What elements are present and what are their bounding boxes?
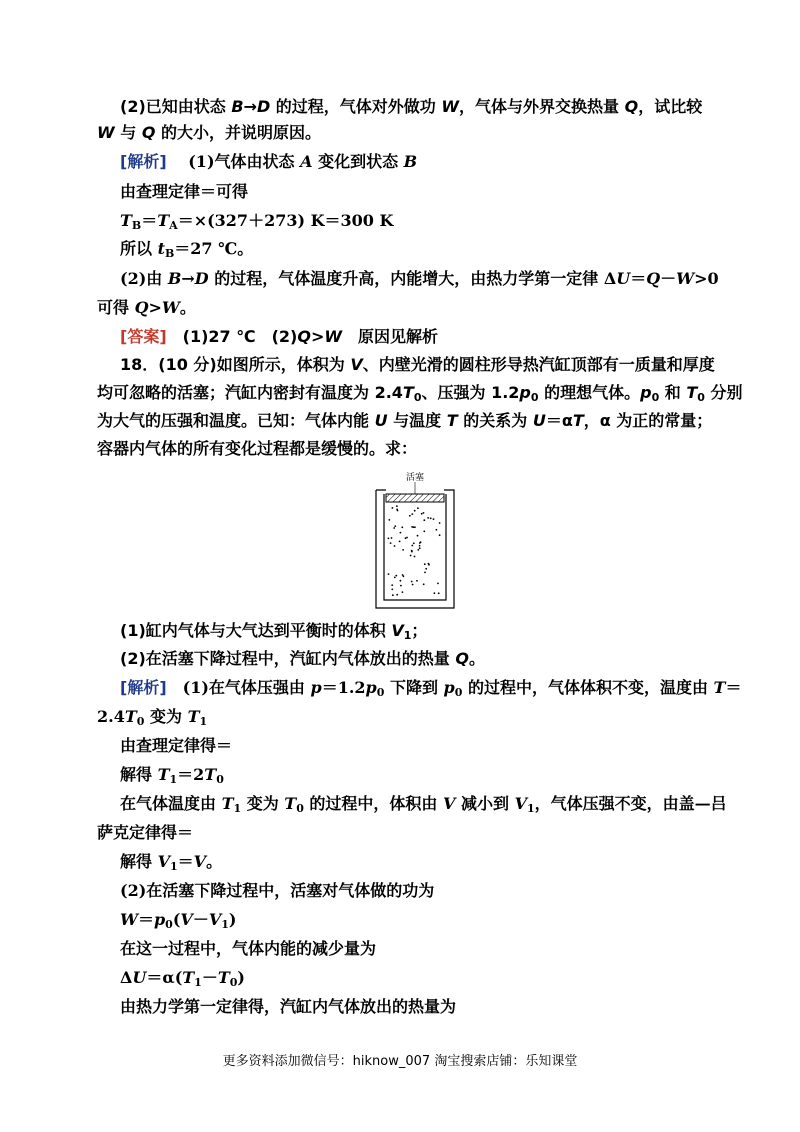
- question-2-line-1: (2)已知由状态 B→D 的过程，气体对外做功 W，气体与外界交换热量 Q，试比较: [120, 97, 703, 116]
- gas-molecule-dot: [416, 580, 418, 582]
- cylinder-outer-wall: [376, 490, 454, 608]
- piston: [386, 494, 444, 502]
- solution-18-line-4: 解得 $T_1=2T_0$: [120, 765, 224, 786]
- gas-molecule-dot: [411, 513, 413, 515]
- solution-prev-line-4: 所以 $t_B=27$ ℃。: [120, 239, 254, 260]
- gas-molecule-dot: [399, 541, 401, 543]
- gas-molecule-dot: [405, 537, 407, 539]
- solution-18-line-5: 在气体温度由 $T_1$ 变为 $T_0$ 的过程中，体积由 V 减小到 $V_1$，气体压强不变，由盖—吕: [120, 794, 727, 815]
- gas-molecule-dot: [427, 517, 429, 519]
- solution-prev-line-1: [解析] (1)气体由状态 A 变化到状态 B: [120, 152, 418, 171]
- solution-18-line-7: 解得 $V_1=V$。: [120, 852, 223, 873]
- gas-molecule-dot: [401, 526, 403, 528]
- gas-molecule-dot: [400, 532, 402, 534]
- gas-molecule-dot: [436, 529, 438, 531]
- gas-molecule-dot: [400, 585, 402, 587]
- gas-molecule-dot: [388, 573, 390, 575]
- gas-molecule-dot: [424, 572, 426, 574]
- piston-label: 活塞: [405, 473, 425, 483]
- gas-molecules: [388, 505, 441, 596]
- gas-molecule-dot: [420, 541, 422, 543]
- gas-molecule-dot: [423, 512, 425, 514]
- gas-molecule-dot: [430, 517, 432, 519]
- solution-18-line-10: 在这一过程中，气体内能的减少量为: [120, 939, 377, 958]
- gas-molecule-dot: [391, 537, 393, 539]
- answer-prev: [答案] (1)27 ℃ (2)Q>W 原因见解析: [120, 327, 439, 346]
- footer-note: 更多资料添加微信号：hiknow_007 淘宝搜索店铺：乐知课堂: [222, 1054, 578, 1069]
- gas-molecule-dot: [417, 535, 419, 537]
- gas-molecule-dot: [402, 591, 404, 593]
- solution-prev-line-6: 可得 Q>W。: [97, 298, 196, 317]
- question-2-line-2: W 与 Q 的大小，并说明原因。: [97, 123, 321, 142]
- question-18-line-2: 均可忽略的活塞；汽缸内密封有温度为 $2.4T_0$、压强为 $1.2p_0$ 的理想气体。$p_0$ 和 $T_0$ 分别: [97, 383, 743, 404]
- gas-molecule-dot: [424, 563, 426, 565]
- gas-molecule-dot: [411, 545, 413, 547]
- solution-18-line-11: $\Delta U=\alpha(T_1-T_0)$: [120, 968, 245, 989]
- solution-18-line-1: [解析] (1)在气体压强由 $p=1.2p_0$ 下降到 $p_0$ 的过程中，气体体积不变，温度由 T＝: [120, 678, 742, 699]
- gas-molecule-dot: [413, 542, 415, 544]
- solution-prev-line-2: 由查理定律＝可得: [120, 182, 249, 201]
- gas-molecule-dot: [396, 594, 398, 596]
- gas-molecule-dot: [423, 583, 425, 585]
- gas-molecule-dot: [396, 505, 398, 507]
- gas-molecule-dot: [423, 519, 425, 521]
- gas-molecule-dot: [392, 594, 394, 596]
- gas-molecule-dot: [417, 549, 419, 551]
- gas-molecule-dot: [425, 568, 427, 570]
- gas-molecule-dot: [411, 550, 413, 552]
- gas-molecule-dot: [409, 515, 411, 517]
- gas-molecule-dot: [392, 507, 394, 509]
- question-18-line-3: 为大气的压强和温度。已知：气体内能 U 与温度 T 的关系为 U＝αT，α 为正的常量；: [97, 411, 713, 430]
- gas-molecule-dot: [419, 547, 421, 549]
- gas-molecule-dot: [394, 577, 396, 579]
- gas-molecule-dot: [419, 545, 421, 547]
- gas-molecule-dot: [394, 545, 396, 547]
- solution-prev-line-5: (2)由 B→D 的过程，气体温度升高，内能增大，由热力学第一定律 ΔU＝Q－W>0: [120, 269, 719, 288]
- gas-molecule-dot: [402, 574, 404, 576]
- gas-molecule-dot: [402, 549, 404, 551]
- answer-tag: [答案]: [120, 327, 167, 346]
- gas-molecule-dot: [437, 583, 439, 585]
- gas-molecule-dot: [391, 584, 393, 586]
- gas-molecule-dot: [394, 525, 396, 527]
- solution-prev-line-3: $T_B=T_A=\times(327+273)$ K＝300 K: [120, 211, 394, 232]
- gas-molecule-dot: [439, 534, 441, 536]
- gas-molecule-dot: [412, 584, 414, 586]
- gas-molecule-dot: [395, 575, 397, 577]
- solution-18-line-9: $W=p_0(V-V_1)$: [120, 910, 237, 931]
- sub-question-1: (1)缸内气体与大气达到平衡时的体积 $V_1$；: [120, 621, 428, 642]
- solution-tag: [解析]: [120, 152, 167, 171]
- gas-molecule-dot: [413, 526, 415, 528]
- gas-molecule-dot: [439, 522, 441, 524]
- gas-molecule-dot: [388, 519, 390, 521]
- solution-18-tag: [解析]: [120, 678, 167, 697]
- gas-molecule-dot: [417, 507, 419, 509]
- gas-molecule-dot: [433, 518, 435, 520]
- gas-molecule-dot: [423, 530, 425, 532]
- gas-molecule-dot: [421, 513, 423, 515]
- gas-molecule-dot: [396, 509, 398, 511]
- gas-molecule-dot: [400, 580, 402, 582]
- question-18-line-4: 容器内气体的所有变化过程都是缓慢的。求：: [97, 439, 418, 458]
- sub-question-2: (2)在活塞下降过程中，汽缸内气体放出的热量 Q。: [120, 649, 485, 668]
- gas-molecule-dot: [390, 542, 392, 544]
- gas-molecule-dot: [414, 510, 416, 512]
- gas-molecule-dot: [411, 581, 413, 583]
- solution-18-line-8: (2)在活塞下降过程中，活塞对气体做的功为: [120, 881, 435, 900]
- question-18-line-1: 18．(10 分)如图所示，体积为 V、内壁光滑的圆柱形导热汽缸顶部有一质量和厚度: [120, 355, 715, 374]
- gas-molecule-dot: [410, 555, 412, 557]
- gas-molecule-dot: [414, 556, 416, 558]
- solution-18-line-6: 萨克定律得＝: [97, 823, 194, 842]
- gas-molecule-dot: [428, 563, 430, 565]
- gas-molecule-dot: [438, 592, 440, 594]
- gas-molecule-dot: [388, 538, 390, 540]
- solution-18-line-12: 由热力学第一定律得，汽缸内气体放出的热量为: [120, 997, 457, 1016]
- cylinder-piston-figure: [368, 470, 462, 612]
- gas-molecule-dot: [393, 527, 395, 529]
- gas-molecule-dot: [391, 589, 393, 591]
- gas-molecule-dot: [434, 592, 436, 594]
- solution-18-line-3: 由查理定律得＝: [120, 736, 233, 755]
- solution-18-line-2: $2.4T_0$ 变为 $T_1$: [97, 707, 208, 728]
